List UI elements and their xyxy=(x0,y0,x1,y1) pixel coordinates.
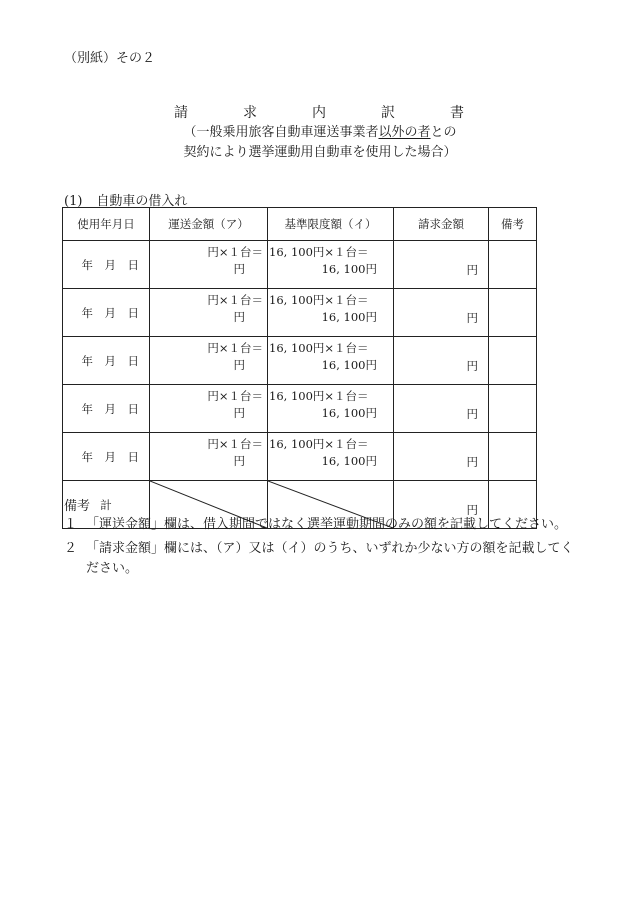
fare-formula: 円×１台＝ xyxy=(207,245,263,259)
claim-cell[interactable]: 円 xyxy=(394,385,489,433)
table-header-row xyxy=(63,208,537,241)
note-number: １ xyxy=(64,517,78,532)
title-char: 書 xyxy=(450,105,464,121)
limit-cell xyxy=(268,433,394,481)
limit-result: 16, 100円 xyxy=(321,262,377,276)
claim-cell[interactable]: 円 xyxy=(394,241,489,289)
fare-result: 円 xyxy=(233,358,245,372)
fare-cell[interactable] xyxy=(150,433,268,481)
note-item xyxy=(64,539,584,576)
fare-cell[interactable] xyxy=(150,337,268,385)
document-subtitle xyxy=(150,123,490,163)
claim-cell[interactable]: 円 xyxy=(394,433,489,481)
note-number: ２ xyxy=(64,541,78,556)
vehicle-rental-table xyxy=(62,207,537,529)
fare-cell[interactable] xyxy=(150,385,268,433)
fare-result: 円 xyxy=(233,454,245,468)
title-char: 求 xyxy=(243,105,257,121)
note-cell[interactable] xyxy=(489,433,537,481)
subtitle-line-1 xyxy=(150,123,490,143)
fare-formula: 円×１台＝ xyxy=(207,293,263,307)
fare-result: 円 xyxy=(233,406,245,420)
fare-cell[interactable] xyxy=(150,289,268,337)
title-char: 内 xyxy=(312,105,326,121)
header-date: 使用年月日 xyxy=(63,208,150,241)
table-row xyxy=(63,241,537,289)
limit-cell xyxy=(268,337,394,385)
limit-cell xyxy=(268,385,394,433)
note-cell[interactable] xyxy=(489,385,537,433)
title-char: 訳 xyxy=(381,105,395,121)
fare-formula: 円×１台＝ xyxy=(207,389,263,403)
date-cell[interactable]: 年 月 日 xyxy=(63,337,150,385)
header-claim: 請求金額 xyxy=(394,208,489,241)
limit-result: 16, 100円 xyxy=(321,310,377,324)
document-title xyxy=(174,102,464,122)
claim-cell[interactable]: 円 xyxy=(394,289,489,337)
fare-result: 円 xyxy=(233,262,245,276)
table-row xyxy=(63,337,537,385)
limit-result: 16, 100円 xyxy=(321,454,377,468)
limit-formula: 16, 100円×１台＝ xyxy=(269,437,369,451)
limit-cell xyxy=(268,289,394,337)
fare-cell[interactable] xyxy=(150,241,268,289)
note-text: 「運送金額」欄は、借入期間ではなく選挙運動期間のみの額を記載してください。 xyxy=(86,517,568,532)
section-title: 自動車の借入れ xyxy=(96,194,188,209)
attachment-label: （別紙）その２ xyxy=(64,51,156,66)
limit-formula: 16, 100円×１台＝ xyxy=(269,389,369,403)
table-row xyxy=(63,433,537,481)
limit-result: 16, 100円 xyxy=(321,358,377,372)
limit-formula: 16, 100円×１台＝ xyxy=(269,341,369,355)
note-cell[interactable] xyxy=(489,289,537,337)
note-cell[interactable] xyxy=(489,241,537,289)
date-cell[interactable]: 年 月 日 xyxy=(63,289,150,337)
table-row xyxy=(63,289,537,337)
limit-formula: 16, 100円×１台＝ xyxy=(269,245,369,259)
date-cell[interactable]: 年 月 日 xyxy=(63,385,150,433)
fare-result: 円 xyxy=(233,310,245,324)
fare-formula: 円×１台＝ xyxy=(207,341,263,355)
note-item xyxy=(64,515,584,535)
date-cell[interactable]: 年 月 日 xyxy=(63,241,150,289)
header-limit: 基準限度額（イ） xyxy=(268,208,394,241)
total-claim: 円 xyxy=(394,481,489,529)
notes-heading: 備考 xyxy=(64,499,91,514)
claim-cell[interactable]: 円 xyxy=(394,337,489,385)
subtitle-text: （一般乗用旅客自動車運送事業者 xyxy=(183,125,379,140)
header-note: 備考 xyxy=(489,208,537,241)
limit-cell xyxy=(268,241,394,289)
note-cell[interactable] xyxy=(489,337,537,385)
limit-formula: 16, 100円×１台＝ xyxy=(269,293,369,307)
limit-result: 16, 100円 xyxy=(321,406,377,420)
fare-formula: 円×１台＝ xyxy=(207,437,263,451)
total-label: 計 xyxy=(63,481,150,529)
header-fare: 運送金額（ア） xyxy=(150,208,268,241)
subtitle-line-2: 契約により選挙運動用自動車を使用した場合） xyxy=(183,145,457,160)
subtitle-underlined-text: 以外の者 xyxy=(378,125,431,140)
title-char: 請 xyxy=(174,105,188,121)
date-cell[interactable]: 年 月 日 xyxy=(63,433,150,481)
subtitle-text: との xyxy=(430,125,457,140)
note-text: 「請求金額」欄には、（ア）又は（イ）のうち、いずれか少ない方の額を記載してください。 xyxy=(86,541,574,576)
section-number: (1) xyxy=(64,194,83,209)
table-row xyxy=(63,385,537,433)
